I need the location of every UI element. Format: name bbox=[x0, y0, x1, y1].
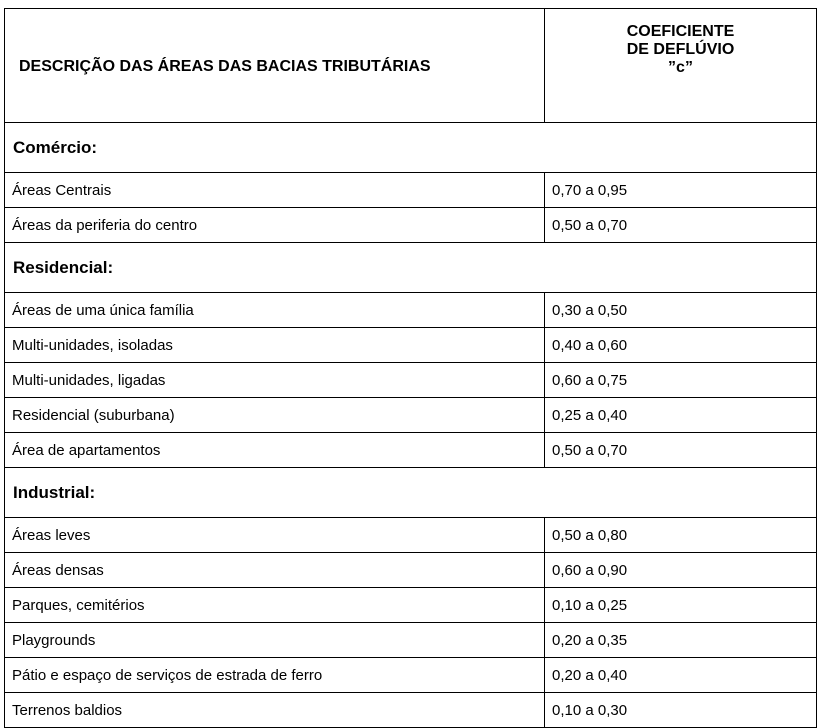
group-title: Comércio: bbox=[5, 123, 817, 173]
value-cell: 0,60 a 0,90 bbox=[545, 553, 817, 588]
header-row bbox=[5, 9, 817, 123]
table-row bbox=[5, 208, 817, 243]
table-row bbox=[5, 588, 817, 623]
area-cell: Multi-unidades, ligadas bbox=[5, 363, 545, 398]
table-row bbox=[5, 553, 817, 588]
group-row-industrial bbox=[5, 468, 817, 518]
value-cell: 0,25 a 0,40 bbox=[545, 398, 817, 433]
area-cell: Parques, cemitérios bbox=[5, 588, 545, 623]
value-cell: 0,50 a 0,80 bbox=[545, 518, 817, 553]
value-cell: 0,10 a 0,25 bbox=[545, 588, 817, 623]
value-cell: 0,30 a 0,50 bbox=[545, 293, 817, 328]
area-cell: Áreas Centrais bbox=[5, 173, 545, 208]
table-row bbox=[5, 518, 817, 553]
area-cell: Playgrounds bbox=[5, 623, 545, 658]
table-row bbox=[5, 623, 817, 658]
value-cell: 0,20 a 0,35 bbox=[545, 623, 817, 658]
table-row bbox=[5, 293, 817, 328]
coefficient-header-line2: DE DEFLÚVIO bbox=[626, 41, 735, 58]
value-cell: 0,50 a 0,70 bbox=[545, 433, 817, 468]
area-cell: Área de apartamentos bbox=[5, 433, 545, 468]
table-row bbox=[5, 328, 817, 363]
value-cell: 0,50 a 0,70 bbox=[545, 208, 817, 243]
coefficient-header-line3: ”c” bbox=[668, 59, 693, 76]
area-cell: Pátio e espaço de serviços de estrada de ferro bbox=[5, 658, 545, 693]
runoff-coefficient-table bbox=[4, 8, 817, 728]
table-row bbox=[5, 173, 817, 208]
area-cell: Áreas de uma única família bbox=[5, 293, 545, 328]
area-cell: Residencial (suburbana) bbox=[5, 398, 545, 433]
group-title: Industrial: bbox=[5, 468, 817, 518]
value-cell: 0,60 a 0,75 bbox=[545, 363, 817, 398]
group-row-residencial bbox=[5, 243, 817, 293]
table-row bbox=[5, 693, 817, 728]
value-cell: 0,40 a 0,60 bbox=[545, 328, 817, 363]
value-cell: 0,70 a 0,95 bbox=[545, 173, 817, 208]
area-cell: Terrenos baldios bbox=[5, 693, 545, 728]
group-row-comercio bbox=[5, 123, 817, 173]
area-cell: Áreas leves bbox=[5, 518, 545, 553]
coefficient-header-line1: COEFICIENTE bbox=[626, 23, 735, 40]
coefficient-header bbox=[545, 9, 817, 123]
description-header: DESCRIÇÃO DAS ÁREAS DAS BACIAS TRIBUTÁRIAS bbox=[5, 9, 545, 123]
area-cell: Áreas da periferia do centro bbox=[5, 208, 545, 243]
value-cell: 0,20 a 0,40 bbox=[545, 658, 817, 693]
value-cell: 0,10 a 0,30 bbox=[545, 693, 817, 728]
table-row bbox=[5, 658, 817, 693]
table-row bbox=[5, 433, 817, 468]
table-row bbox=[5, 363, 817, 398]
area-cell: Multi-unidades, isoladas bbox=[5, 328, 545, 363]
group-title: Residencial: bbox=[5, 243, 817, 293]
table-row bbox=[5, 398, 817, 433]
area-cell: Áreas densas bbox=[5, 553, 545, 588]
